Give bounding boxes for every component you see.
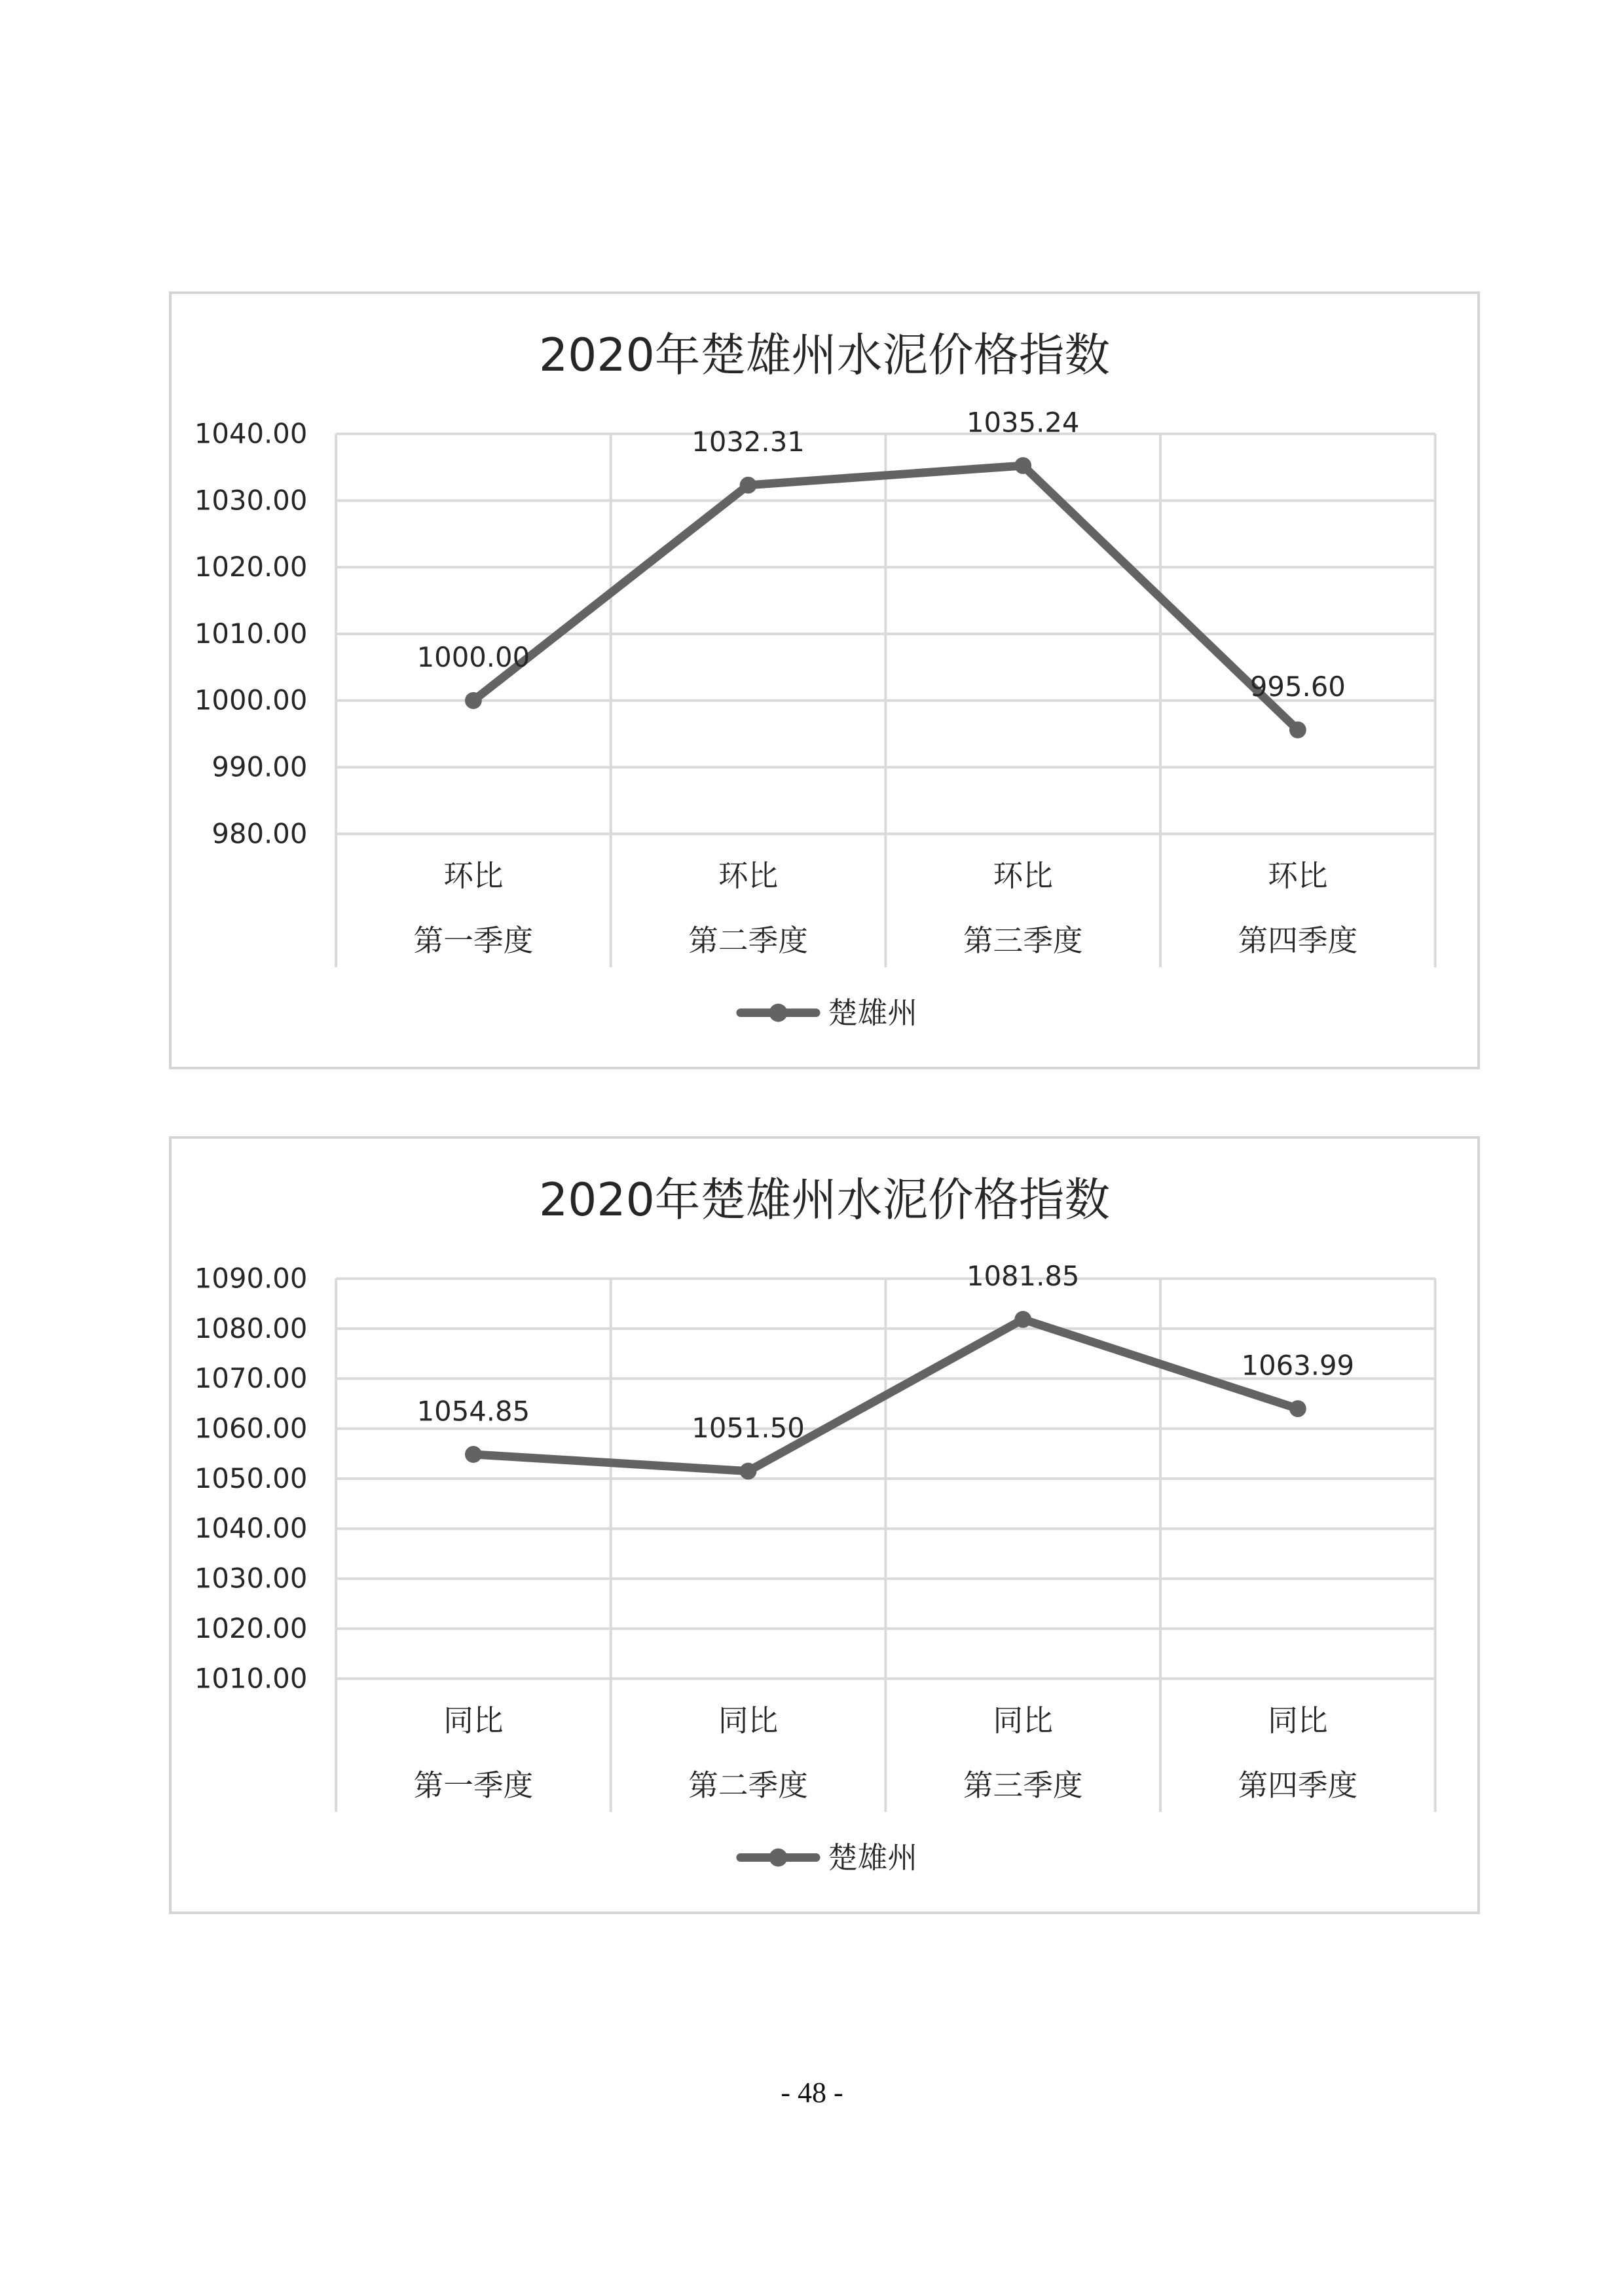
data-point [1014, 457, 1031, 474]
y-tick-label: 1030.00 [194, 484, 308, 517]
y-tick-label: 1050.00 [194, 1462, 308, 1494]
y-tick-label: 1040.00 [194, 417, 308, 450]
y-tick-label: 1000.00 [194, 684, 308, 716]
y-tick-label: 1020.00 [194, 551, 308, 583]
data-label: 1063.99 [1241, 1349, 1355, 1382]
category-label-top: 同比 [1268, 1703, 1328, 1738]
data-label: 995.60 [1249, 670, 1346, 703]
category-label-top: 同比 [443, 1703, 504, 1738]
data-label: 1000.00 [416, 641, 530, 674]
y-tick-label: 980.00 [212, 817, 308, 850]
category-label-top: 环比 [443, 858, 504, 893]
legend-marker [769, 1004, 788, 1022]
chart-title: 2020年楚雄州水泥价格指数 [538, 329, 1111, 382]
legend-label: 楚雄州 [827, 995, 918, 1031]
data-label: 1081.85 [966, 1260, 1080, 1293]
data-point [465, 692, 482, 709]
data-label: 1032.31 [692, 426, 805, 458]
y-tick-label: 1010.00 [194, 1662, 308, 1695]
category-label-bottom: 第三季度 [963, 1768, 1083, 1803]
chart-2-svg [172, 1139, 1477, 1911]
category-label-bottom: 第三季度 [963, 923, 1083, 959]
y-tick-label: 1020.00 [194, 1612, 308, 1644]
category-label-bottom: 第四季度 [1238, 923, 1358, 959]
category-label-bottom: 第一季度 [413, 1768, 534, 1803]
legend-label: 楚雄州 [827, 1840, 918, 1875]
data-label: 1051.50 [692, 1411, 805, 1444]
y-tick-label: 1070.00 [194, 1362, 308, 1395]
category-label-bottom: 第二季度 [688, 1768, 808, 1803]
category-label-top: 环比 [993, 858, 1053, 893]
category-label-bottom: 第二季度 [688, 923, 808, 959]
chart-title: 2020年楚雄州水泥价格指数 [538, 1173, 1111, 1227]
y-tick-label: 1010.00 [194, 617, 308, 650]
category-label-top: 同比 [718, 1703, 779, 1738]
data-point [740, 477, 757, 494]
y-tick-label: 1090.00 [194, 1262, 308, 1295]
chart-2 [169, 1136, 1480, 1914]
data-point [465, 1446, 482, 1463]
legend-marker [769, 1849, 788, 1867]
data-point [740, 1463, 757, 1480]
page-number: - 48 - [781, 2077, 843, 2109]
data-label: 1035.24 [966, 406, 1080, 439]
category-label-bottom: 第一季度 [413, 923, 534, 959]
y-tick-label: 1080.00 [194, 1312, 308, 1344]
y-tick-label: 1040.00 [194, 1512, 308, 1545]
data-label: 1054.85 [416, 1395, 530, 1428]
y-tick-label: 1030.00 [194, 1562, 308, 1595]
data-point [1289, 1400, 1306, 1417]
chart-1 [169, 291, 1480, 1069]
category-label-top: 环比 [718, 858, 779, 893]
y-tick-label: 990.00 [212, 750, 308, 783]
data-point [1289, 722, 1306, 739]
category-label-bottom: 第四季度 [1238, 1768, 1358, 1803]
category-label-top: 同比 [993, 1703, 1053, 1738]
category-label-top: 环比 [1268, 858, 1328, 893]
chart-1-svg [172, 294, 1477, 1067]
data-point [1014, 1311, 1031, 1328]
y-tick-label: 1060.00 [194, 1412, 308, 1445]
